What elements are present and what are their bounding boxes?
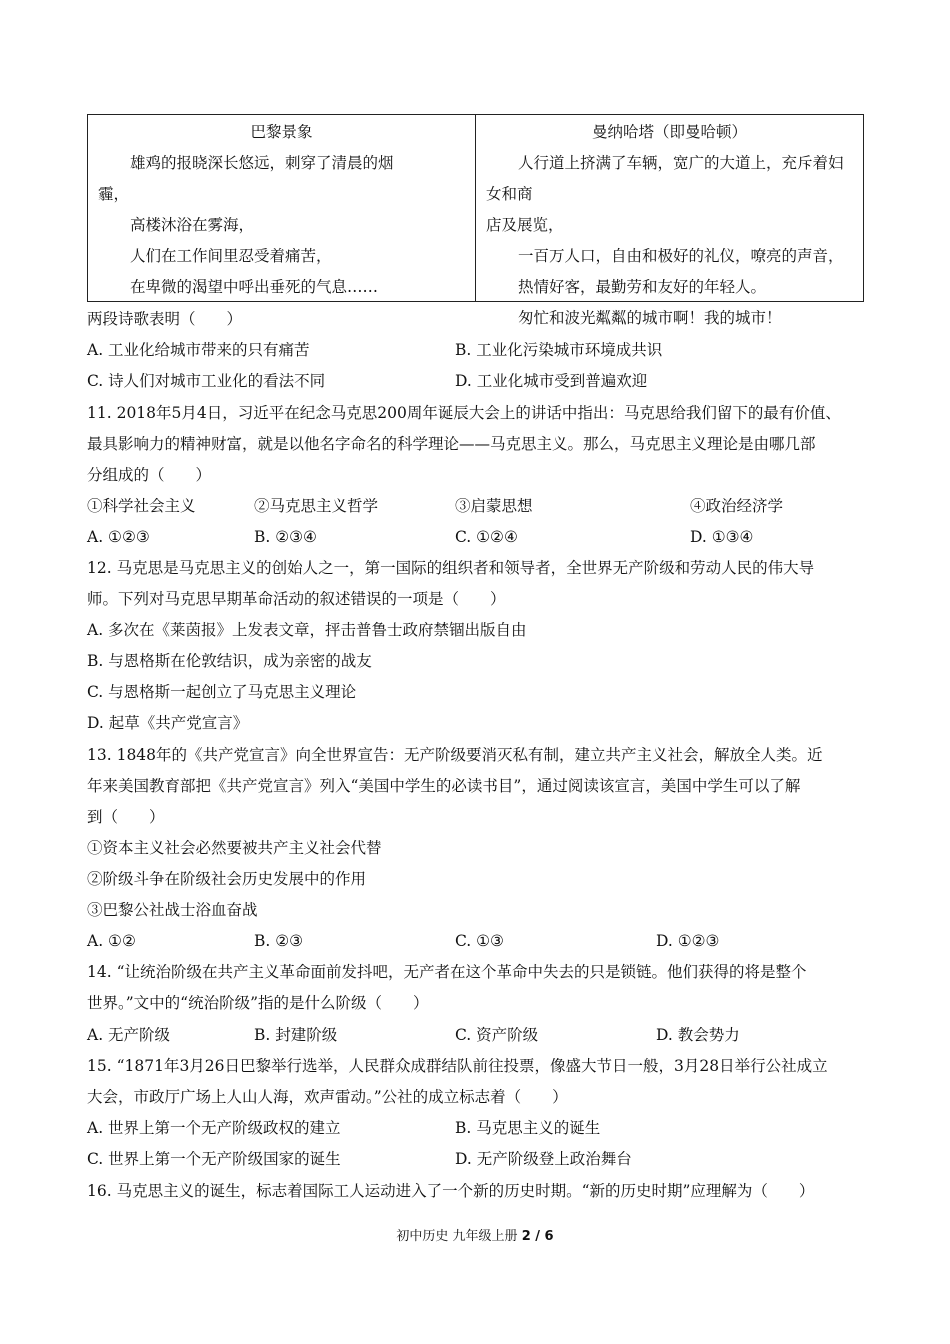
q14-option-a: A. 无产阶级 — [87, 1026, 171, 1044]
q13-item-1: ①资本主义社会必然要被共产主义社会代替 — [87, 839, 382, 857]
poem-mannahatta-title: 曼纳哈塔（即曼哈顿） — [591, 123, 747, 141]
poem-paris-line: 霾， — [98, 185, 130, 203]
q14-stem-line: 14. “让统治阶级在共产主义革命面前发抖吧，无产者在这个革命中失去的只是锁链。他们获得的将是整个 — [87, 963, 807, 981]
q12-option-a: A. 多次在《莱茵报》上发表文章，抨击普鲁士政府禁锢出版自由 — [87, 621, 527, 639]
q10-option-b: B. 工业化污染城市环境成共识 — [455, 341, 663, 359]
q11-item-4: ④政治经济学 — [690, 497, 784, 515]
poem-mannahatta-line: 人行道上挤满了车辆，宽广的大道上，充斥着妇女和商 — [486, 154, 844, 203]
q15-option-c: C. 世界上第一个无产阶级国家的诞生 — [87, 1150, 341, 1168]
q11-item-2: ②马克思主义哲学 — [254, 497, 379, 515]
poem-paris-line: 高楼沐浴在雾海， — [130, 216, 255, 234]
q11-option-c: C. ①②④ — [455, 528, 518, 546]
q15-option-b: B. 马克思主义的诞生 — [455, 1119, 601, 1137]
q12-option-b: B. 与恩格斯在伦敦结识，成为亲密的战友 — [87, 652, 372, 670]
poem-mannahatta-line: 匆忙和波光粼粼的城市啊！我的城市！ — [518, 309, 782, 327]
poem-mannahatta-column — [475, 115, 863, 327]
q10-stem: 两段诗歌表明（ ） — [87, 310, 243, 328]
q13-stem-line: 到（ ） — [87, 808, 165, 826]
q15-option-a: A. 世界上第一个无产阶级政权的建立 — [87, 1119, 341, 1137]
q12-option-c: C. 与恩格斯一起创立了马克思主义理论 — [87, 683, 357, 701]
q11-option-d: D. ①③④ — [690, 528, 754, 546]
q15-stem-line: 15. “1871年3月26日巴黎举行选举，人民群众成群结队前往投票，像盛大节日一般，3月28日举行公社成立 — [87, 1057, 828, 1075]
q11-stem-line: 分组成的（ ） — [87, 466, 212, 484]
q10-option-d: D. 工业化城市受到普遍欢迎 — [455, 372, 648, 390]
poem-paris-line: 在卑微的渴望中呼出垂死的气息…… — [130, 278, 379, 296]
poem-mannahatta-line: 一百万人口，自由和极好的礼仪，嘹亮的声音， — [518, 247, 844, 265]
q14-stem-line: 世界。”文中的“统治阶级”指的是什么阶级（ ） — [87, 994, 429, 1012]
q13-option-c: C. ①③ — [455, 932, 504, 950]
q13-stem-line: 年来美国教育部把《共产党宣言》列入“美国中学生的必读书目”，通过阅读该宣言，美国中学生可以了解 — [87, 777, 801, 795]
q11-item-1: ①科学社会主义 — [87, 497, 196, 515]
poem-paris-line: 雄鸡的报晓深长悠远，刺穿了清晨的烟 — [130, 154, 394, 172]
q15-stem-line: 大会，市政厅广场上人山人海，欢声雷动。”公社的成立标志着（ ） — [87, 1088, 568, 1106]
q11-option-b: B. ②③④ — [254, 528, 317, 546]
footer-label: 初中历史 九年级上册 — [396, 1229, 518, 1244]
q12-option-d: D. 起草《共产党宣言》 — [87, 714, 249, 732]
poem-paris-title: 巴黎景象 — [250, 123, 313, 141]
q13-option-b: B. ②③ — [254, 932, 304, 950]
q10-option-a: A. 工业化给城市带来的只有痛苦 — [87, 341, 310, 359]
poem-mannahatta-line: 热情好客，最勤劳和友好的年轻人。 — [518, 278, 767, 296]
poem-paris-line: 人们在工作间里忍受着痛苦， — [130, 247, 332, 265]
q13-stem-line: 13. 1848年的《共产党宣言》向全世界宣告：无产阶级要消灭私有制，建立共产主义社会，解放全人类。近 — [87, 746, 823, 764]
q14-option-d: D. 教会势力 — [656, 1026, 740, 1044]
q13-item-2: ②阶级斗争在阶级社会历史发展中的作用 — [87, 870, 367, 888]
poem-paris-column — [88, 115, 475, 301]
q12-stem-line: 师。下列对马克思早期革命活动的叙述错误的一项是（ ） — [87, 590, 506, 608]
q11-stem-line: 11. 2018年5月4日，习近平在纪念马克思200周年诞辰大会上的讲话中指出：马克思给我们留下的最有价值、 — [87, 404, 841, 422]
q10-option-c: C. 诗人们对城市工业化的看法不同 — [87, 372, 326, 390]
q13-option-a: A. ①② — [87, 932, 136, 950]
q14-option-b: B. 封建阶级 — [254, 1026, 338, 1044]
q14-option-c: C. 资产阶级 — [455, 1026, 539, 1044]
page-number: 2 / 6 — [521, 1229, 554, 1244]
q13-option-d: D. ①②③ — [656, 932, 720, 950]
q12-stem-line: 12. 马克思是马克思主义的创始人之一，第一国际的组织者和领导者，全世界无产阶级和劳动人民的伟大导 — [87, 559, 815, 577]
q13-item-3: ③巴黎公社战士浴血奋战 — [87, 901, 258, 919]
poem-mannahatta-line: 店及展览， — [486, 216, 564, 234]
q11-option-a: A. ①②③ — [87, 528, 150, 546]
q16-stem-line: 16. 马克思主义的诞生，标志着国际工人运动进入了一个新的历史时期。“新的历史时期”应理解为（ ） — [87, 1182, 815, 1200]
q15-option-d: D. 无产阶级登上政治舞台 — [455, 1150, 632, 1168]
q11-item-3: ③启蒙思想 — [455, 497, 533, 515]
q11-stem-line: 最具影响力的精神财富，就是以他名字命名的科学理论——马克思主义。那么，马克思主义理论是由哪几部 — [87, 435, 816, 453]
page-footer — [0, 1227, 950, 1247]
